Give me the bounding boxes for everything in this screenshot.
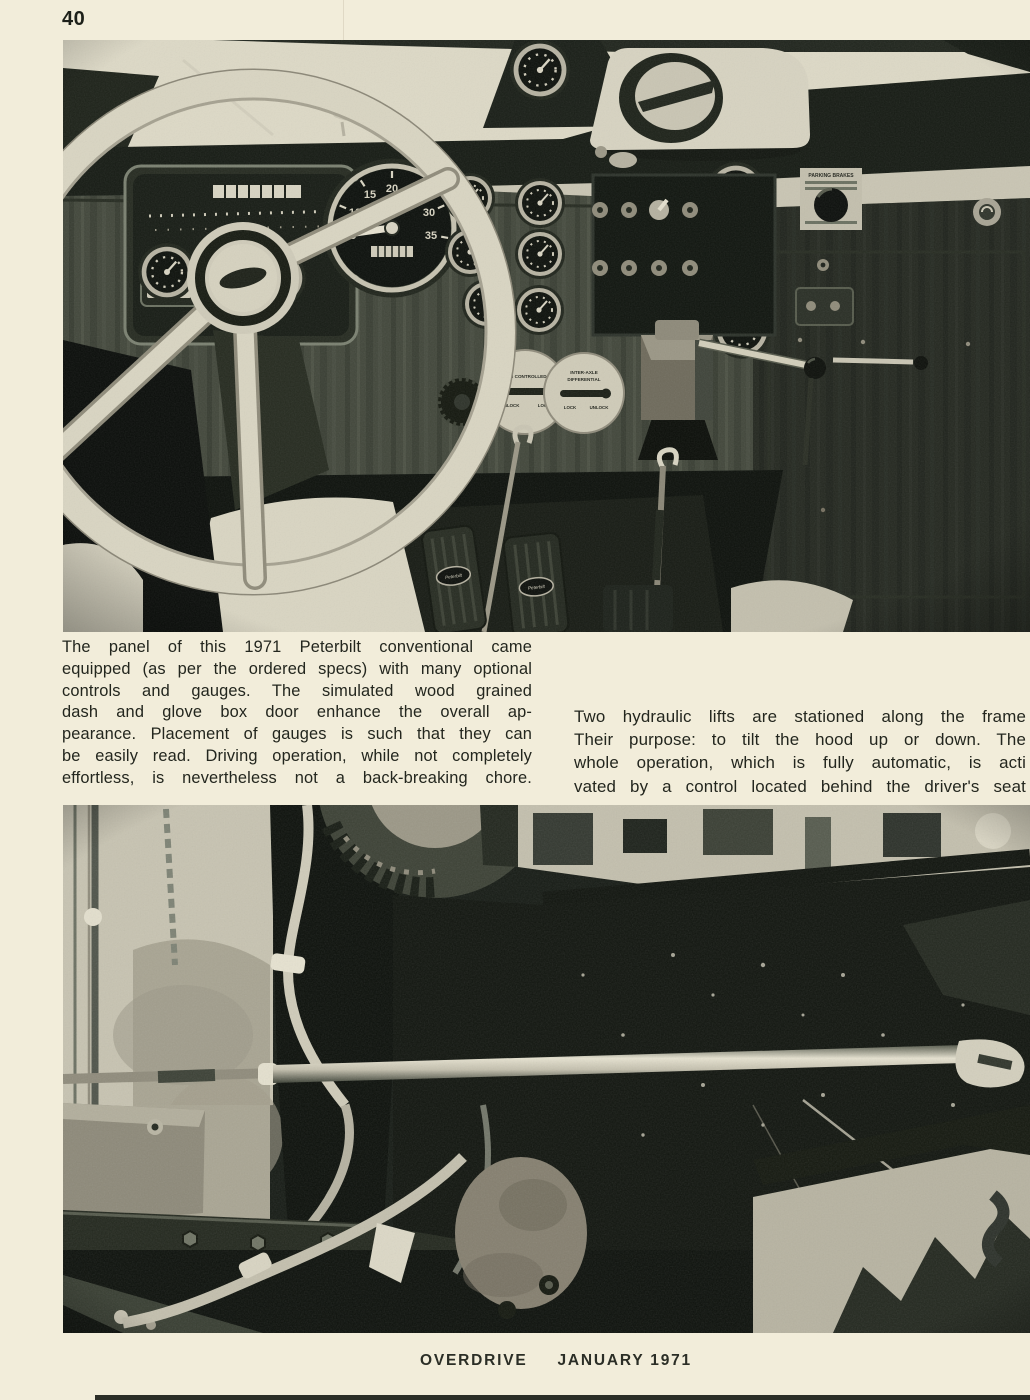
footer xyxy=(420,1352,750,1370)
caption-line: Two hydraulic lifts are stationed along the frame xyxy=(574,707,1026,726)
caption-line: whole operation, which is fully automatic, is acti xyxy=(574,753,1026,773)
page-number: 40 xyxy=(62,8,86,30)
footer-magazine: OVERDRIVE xyxy=(420,1352,528,1369)
caption-line: controls and gauges. The simulated wood grained xyxy=(62,681,532,700)
caption-right xyxy=(574,705,1026,798)
caption-left xyxy=(62,637,532,790)
caption-line: The panel of this 1971 Peterbilt conventional came xyxy=(62,638,532,656)
caption-line: equipped (as per the ordered specs) with many optional xyxy=(62,659,532,678)
page-bottom-edge xyxy=(95,1395,1030,1400)
caption-line: be easily read. Driving operation, while not completely xyxy=(62,746,532,765)
dashboard-photo xyxy=(63,40,1030,632)
photo-vignette xyxy=(63,40,1030,632)
hydraulic-lift-photo xyxy=(63,805,1030,1333)
photo-vignette xyxy=(63,805,1030,1333)
caption-line: vated by a control located behind the driver's seat xyxy=(574,776,1026,796)
caption-line: effortless, is nevertheless not a back-breaking chore. xyxy=(62,768,532,787)
caption-line: pearance. Placement of gauges is such that they can xyxy=(62,725,532,744)
caption-line: Their purpose: to tilt the hood up or down. The xyxy=(574,730,1026,750)
footer-issue: JANUARY 1971 xyxy=(557,1352,692,1369)
caption-line: dash and glove box door enhance the overall ap- xyxy=(62,703,532,722)
page-crease xyxy=(343,0,344,40)
